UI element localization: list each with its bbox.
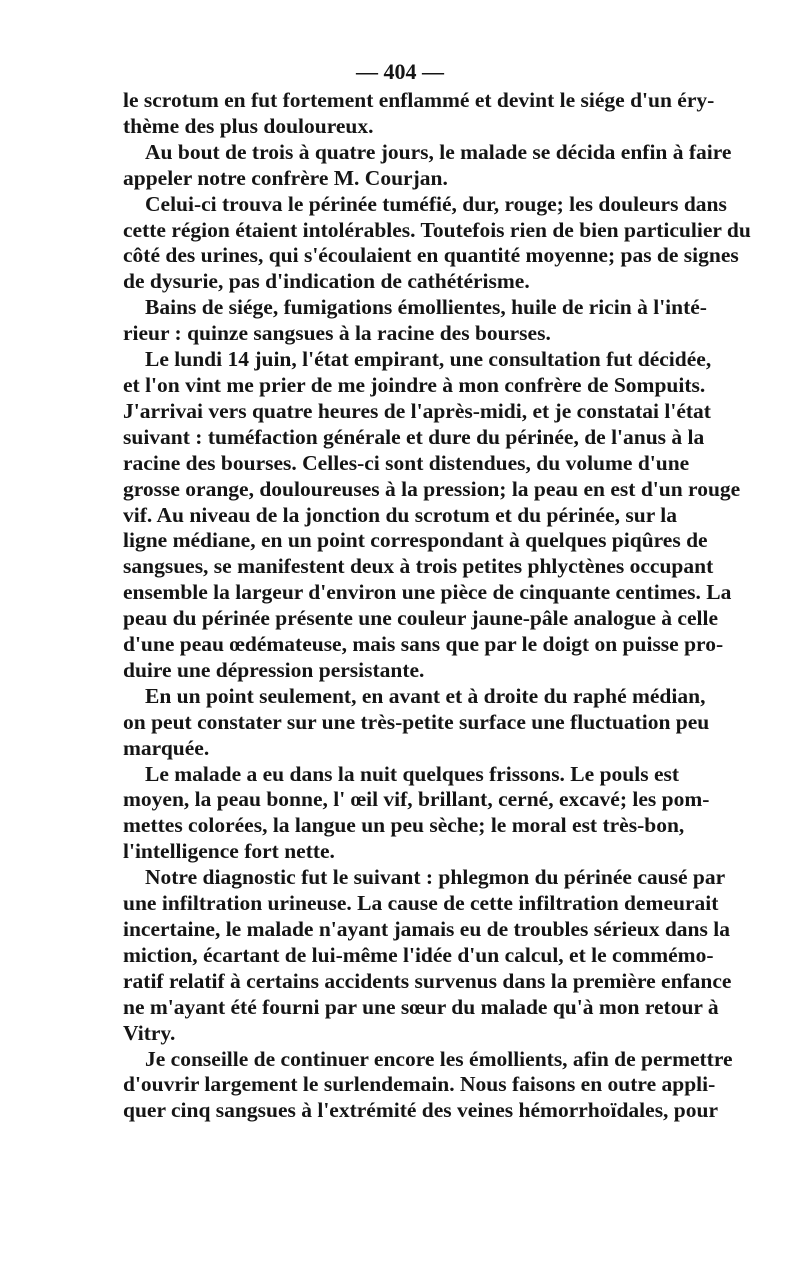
text-line: Le malade a eu dans la nuit quelques frissons. Le pouls est — [145, 761, 680, 786]
text-line: côté des urines, qui s'écoulaient en quantité moyenne; pas de signes — [123, 243, 739, 268]
text-line: quer cinq sangsues à l'extrémité des veines hémorrhoïdales, pour — [123, 1098, 719, 1123]
paragraph — [123, 683, 710, 762]
paragraph — [123, 191, 751, 296]
page-number: — 404 — — [356, 59, 444, 84]
text-line: mettes colorées, la langue un peu sèche; le moral est très-bon, — [123, 813, 685, 838]
text-line: l'intelligence fort nette. — [123, 839, 335, 864]
text-line: suivant : tuméfaction générale et dure du périnée, de l'anus à la — [123, 424, 705, 449]
text-line: marquée. — [123, 735, 210, 760]
text-line: peau du périnée présente une couleur jaune-pâle analogue à celle — [123, 606, 719, 631]
text-line: appeler notre confrère M. Courjan. — [123, 165, 448, 190]
text-line: Celui-ci trouva le périnée tuméfié, dur, rouge; les douleurs dans — [145, 191, 727, 216]
text-line: moyen, la peau bonne, l' œil vif, brillant, cerné, excavé; les pom- — [123, 787, 710, 812]
text-line: sangsues, se manifestent deux à trois petites phlyctènes occupant — [123, 554, 714, 579]
paragraph — [123, 1046, 733, 1125]
paragraph — [123, 88, 715, 140]
text-line: ratif relatif à certains accidents survenus dans la première enfance — [123, 968, 732, 993]
text-line: miction, écartant de lui-même l'idée d'un calcul, et le commémo- — [123, 942, 714, 967]
text-line: duire une dépression persistante. — [123, 657, 425, 682]
text-line: ligne médiane, en un point correspondant à quelques piqûres de — [123, 528, 708, 553]
text-line: une infiltration urineuse. La cause de cette infiltration demeurait — [123, 891, 719, 916]
text-line: ensemble la largeur d'environ une pièce de cinquante centimes. La — [123, 580, 732, 605]
body-text — [123, 88, 751, 1124]
text-line: ne m'ayant été fourni par une sœur du malade qu'à mon retour à — [123, 994, 719, 1019]
text-line: vif. Au niveau de la jonction du scrotum et du périnée, sur la — [123, 502, 677, 527]
text-line: de dysurie, pas d'indication de cathétérisme. — [123, 269, 530, 294]
text-line: Au bout de trois à quatre jours, le malade se décida enfin à faire — [145, 139, 732, 164]
text-line: grosse orange, douloureuses à la pression; la peau en est d'un rouge — [123, 476, 741, 501]
text-line: J'arrivai vers quatre heures de l'après-midi, et je constatai l'état — [123, 398, 711, 423]
text-line: on peut constater sur une très-petite surface une fluctuation peu — [123, 709, 710, 734]
text-line: racine des bourses. Celles-ci sont distendues, du volume d'une — [123, 450, 690, 475]
text-line: incertaine, le malade n'ayant jamais eu de troubles sérieux dans la — [123, 917, 730, 941]
text-line: Le lundi 14 juin, l'état empirant, une consultation fut décidée, — [145, 347, 712, 372]
paragraph — [123, 865, 732, 1046]
text-line: Vitry. — [123, 1020, 176, 1045]
paragraph — [123, 295, 707, 347]
text-line: d'une peau œdémateuse, mais sans que par le doigt on puisse pro- — [123, 632, 724, 657]
text-line: cette région étaient intolérables. Toutefois rien de bien particulier du — [123, 217, 751, 242]
text-line: rieur : quinze sangsues à la racine des bourses. — [123, 321, 551, 346]
text-line: thème des plus douloureux. — [123, 113, 374, 138]
text-line: le scrotum en fut fortement enflammé et devint le siége d'un éry- — [123, 88, 715, 112]
paragraph — [123, 139, 732, 192]
text-line: Notre diagnostic fut le suivant : phlegmon du périnée causé par — [145, 865, 726, 890]
text-line: Je conseille de continuer encore les émollients, afin de permettre — [145, 1046, 733, 1071]
text-line: En un point seulement, en avant et à droite du raphé médian, — [145, 683, 706, 708]
text-line: et l'on vint me prier de me joindre à mon confrère de Sompuits. — [123, 372, 706, 397]
text-line: d'ouvrir largement le surlendemain. Nous faisons en outre appli- — [123, 1072, 716, 1097]
text-line: Bains de siége, fumigations émollientes, huile de ricin à l'inté- — [145, 295, 707, 320]
paragraph — [123, 761, 710, 866]
paragraph — [123, 347, 741, 684]
